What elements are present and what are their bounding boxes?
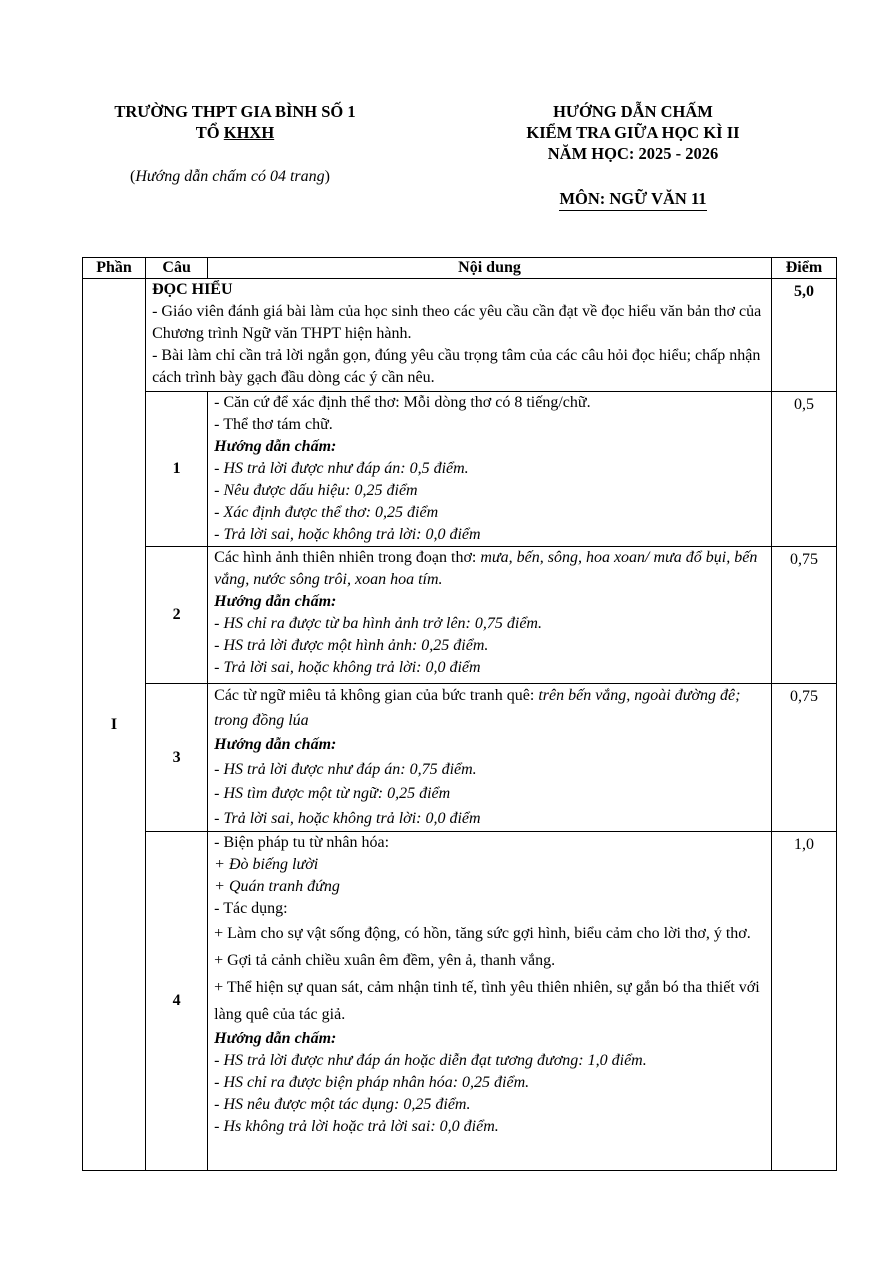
guide-line: - Trả lời sai, hoặc không trả lời: 0,0 điểm xyxy=(214,659,481,676)
intro-line-2: - Bài làm chỉ cần trả lời ngắn gọn, đúng yêu cầu trọng tâm của các câu hỏi đọc hiểu; chấp nhận cách trình bày gạch đầu dòng các ý cần nêu. xyxy=(152,347,761,386)
answer-line: + Quán tranh đứng xyxy=(214,878,340,895)
note-open: ( xyxy=(130,168,136,185)
guide-line: - HS trả lời được như đáp án hoặc diễn đạt tương đương: 1,0 điểm. xyxy=(214,1052,647,1069)
table-row-q1 xyxy=(83,392,837,547)
answer-content xyxy=(208,832,772,1171)
guide-heading: Hướng dẫn chấm: xyxy=(214,593,337,610)
answer-text: Các hình ảnh thiên nhiên trong đoạn thơ: xyxy=(214,549,481,566)
department-prefix: TỔ xyxy=(195,123,224,142)
question-score: 1,0 xyxy=(771,832,836,1171)
guide-line: - HS chỉ ra được biện pháp nhân hóa: 0,25 điểm. xyxy=(214,1074,530,1091)
guide-heading: Hướng dẫn chấm: xyxy=(214,438,337,455)
answer-content xyxy=(208,547,772,684)
school-header xyxy=(80,101,390,143)
intro-content xyxy=(146,279,772,392)
department xyxy=(80,122,390,143)
header-content: Nội dung xyxy=(208,258,772,279)
answer-text: Các từ ngữ miêu tả không gian của bức tranh quê: xyxy=(214,687,539,704)
question-score: 0,75 xyxy=(771,547,836,684)
guide-line: - HS chỉ ra được từ ba hình ảnh trở lên: 0,75 điểm. xyxy=(214,615,542,632)
question-score: 0,75 xyxy=(771,684,836,832)
table-row-q2 xyxy=(83,547,837,684)
table-header-row xyxy=(83,258,837,279)
answer-content xyxy=(208,392,772,547)
intro-line-1: - Giáo viên đánh giá bài làm của học sinh theo các yêu cầu cần đạt về đọc hiểu văn bản thơ của Chương trình Ngữ văn THPT hiện hành. xyxy=(152,303,762,342)
header-question: Câu xyxy=(146,258,208,279)
guide-line: - HS trả lời được như đáp án: 0,5 điểm. xyxy=(214,460,469,477)
intro-score: 5,0 xyxy=(771,279,836,392)
question-number: 4 xyxy=(146,832,208,1171)
table-row-q4 xyxy=(83,832,837,1171)
doc-title-block xyxy=(488,101,778,164)
section-title: ĐỌC HIỂU xyxy=(152,281,233,298)
grading-table xyxy=(82,257,837,1171)
school-name: TRƯỜNG THPT GIA BÌNH SỐ 1 xyxy=(114,102,356,121)
answer-line xyxy=(214,547,765,591)
table-row-intro xyxy=(83,279,837,392)
answer-line: - Căn cứ để xác định thể thơ: Mỗi dòng thơ có 8 tiếng/chữ. xyxy=(214,394,591,411)
school-year: NĂM HỌC: 2025 - 2026 xyxy=(547,144,719,163)
subject: MÔN: NGỮ VĂN 11 xyxy=(559,189,706,211)
answer-line: - Biện pháp tu từ nhân hóa: xyxy=(214,834,390,851)
note-close: ) xyxy=(324,168,330,185)
answer-line xyxy=(214,684,765,733)
guide-line: - HS trả lời được như đáp án: 0,75 điểm. xyxy=(214,760,477,778)
part-cell: I xyxy=(83,279,146,1171)
header-score: Điểm xyxy=(771,258,836,279)
question-number: 1 xyxy=(146,392,208,547)
header-part: Phần xyxy=(83,258,146,279)
doc-title: HƯỚNG DẪN CHẤM xyxy=(553,102,713,121)
answer-line: - Thể thơ tám chữ. xyxy=(214,416,333,433)
answer-content xyxy=(208,684,772,832)
department-name: KHXH xyxy=(223,123,275,142)
answer-line: - Tác dụng: xyxy=(214,900,288,917)
guide-line: - HS tìm được một từ ngữ: 0,25 điểm xyxy=(214,785,451,802)
guide-line: - Hs không trả lời hoặc trả lời sai: 0,0 điểm. xyxy=(214,1118,499,1135)
guide-line: - Nêu được dấu hiệu: 0,25 điểm xyxy=(214,482,418,499)
guide-line: - Xác định được thể thơ: 0,25 điểm xyxy=(214,504,439,521)
answer-line: + Đò biếng lười xyxy=(214,856,319,873)
guide-heading: Hướng dẫn chấm: xyxy=(214,736,337,753)
answer-line: + Làm cho sự vật sống động, có hồn, tăng sức gợi hình, biểu cảm cho lời thơ, ý thơ. xyxy=(214,925,751,942)
question-number: 3 xyxy=(146,684,208,832)
guide-line: - Trả lời sai, hoặc không trả lời: 0,0 điểm xyxy=(214,526,481,543)
guide-line: - Trả lời sai, hoặc không trả lời: 0,0 điểm xyxy=(214,809,481,827)
question-number: 2 xyxy=(146,547,208,684)
guide-heading: Hướng dẫn chấm: xyxy=(214,1030,337,1047)
exam-title: KIỂM TRA GIỮA HỌC KÌ II xyxy=(526,123,740,142)
guide-line: - HS trả lời được một hình ảnh: 0,25 điểm. xyxy=(214,637,489,654)
page-count-note xyxy=(80,168,380,186)
subject-block xyxy=(488,189,778,211)
answer-line: + Gợi tả cảnh chiều xuân êm đềm, yên ả, thanh vắng. xyxy=(214,952,556,969)
note-text: Hướng dẫn chấm có 04 trang xyxy=(135,168,325,185)
answer-italic: trên bến vắng, ngoài đường đê; trong đồng lúa xyxy=(214,687,741,729)
answer-italic: mưa, bến, sông, hoa xoan/ mưa đổ bụi, bến vắng, nước sông trôi, xoan hoa tím. xyxy=(214,549,758,588)
answer-line: + Thể hiện sự quan sát, cảm nhận tinh tế, tình yêu thiên nhiên, sự gắn bó tha thiết với làng quê của tác giả. xyxy=(214,979,760,1023)
guide-line: - HS nêu được một tác dụng: 0,25 điểm. xyxy=(214,1096,471,1113)
table-row-q3 xyxy=(83,684,837,832)
question-score: 0,5 xyxy=(771,392,836,547)
